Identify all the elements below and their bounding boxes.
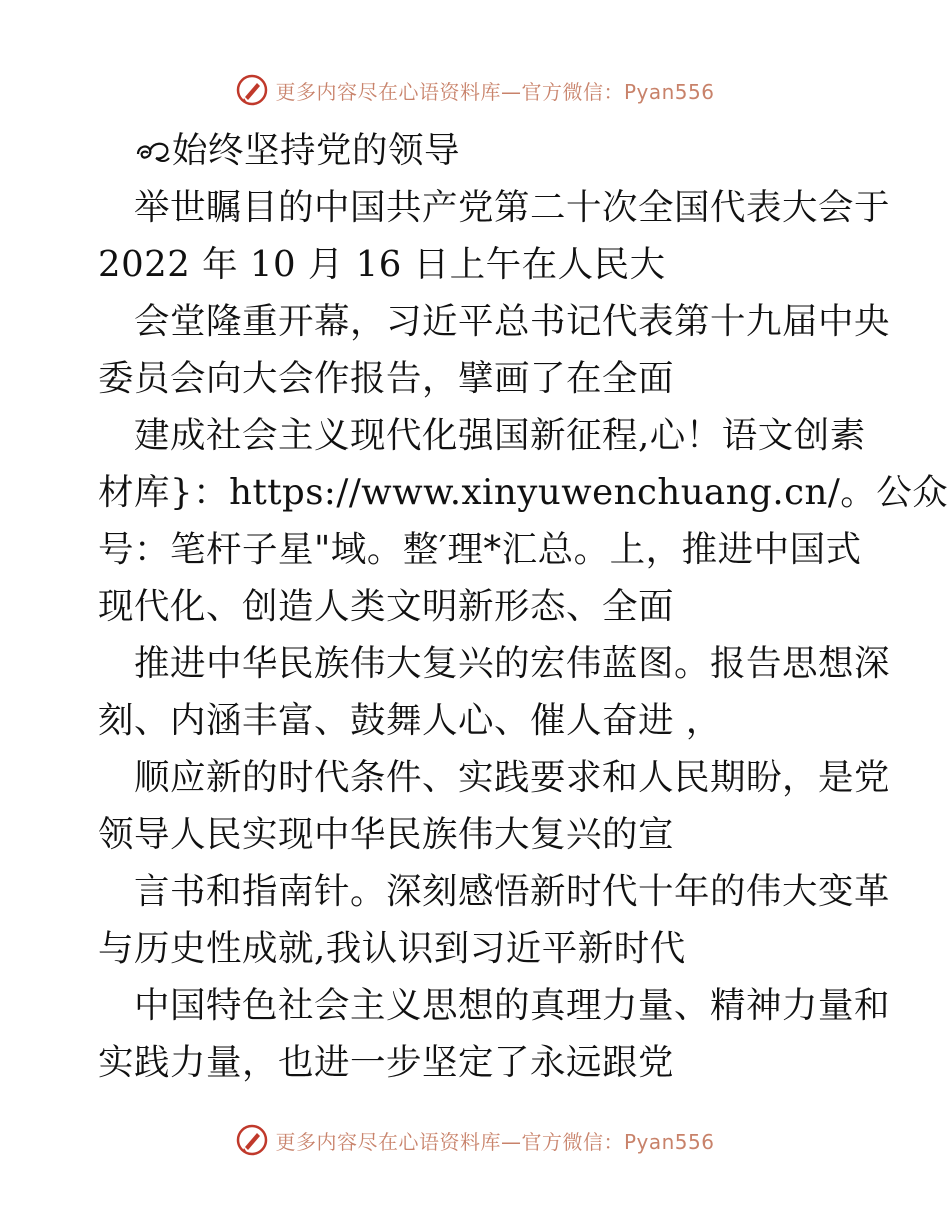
body-line: 现代化、创造人类文明新形态、全面 [98, 586, 675, 627]
document-body [98, 122, 949, 1091]
body-line: 材库}：https://www.xinyuwenchuang.cn/。公众 [98, 472, 949, 513]
body-line: 建成社会主义现代化强国新征程,心！语文创素 [134, 415, 866, 456]
body-line: 会堂隆重开幕，习近平总书记代表第十九届中央 [134, 301, 891, 342]
pen-logo-icon [235, 73, 269, 107]
heading-text: 始终坚持党的领导 [172, 130, 461, 171]
body-line: 举世瞩目的中国共产党第二十次全国代表大会于 [134, 187, 891, 228]
body-line: 刻、内涵丰富、鼓舞人心、催人奋进 ， [98, 700, 722, 741]
footer-banner-text: 更多内容尽在心语资料库—官方微信：Pyan556 [275, 1129, 715, 1154]
pen-logo-icon [235, 1123, 269, 1157]
body-line: 推进中华民族伟大复兴的宏伟蓝图。报告思想深 [134, 643, 891, 684]
body-line: 委员会向大会作报告，擘画了在全面 [98, 358, 675, 399]
document-heading [98, 122, 858, 179]
header-banner [0, 70, 950, 110]
body-line: 2022 年 10 月 16 日上午在人民大 [98, 244, 666, 285]
body-line: 领导人民实现中华民族伟大复兴的宣 [98, 814, 675, 855]
flourish-icon [134, 136, 172, 166]
header-banner-text: 更多内容尽在心语资料库—官方微信：Pyan556 [275, 79, 715, 104]
footer-banner [0, 1120, 950, 1160]
body-line: 言书和指南针。深刻感悟新时代十年的伟大变革 [134, 871, 891, 912]
body-line: 号：笔杆子星"域。整′理*汇总。上，推进中国式 [98, 529, 862, 570]
body-line: 顺应新的时代条件、实践要求和人民期盼，是党 [134, 757, 891, 798]
body-line: 中国特色社会主义思想的真理力量、精神力量和 [134, 985, 891, 1026]
body-line: 与历史性成就,我认识到习近平新时代 [98, 928, 686, 969]
body-line: 实践力量，也进一步坚定了永远跟党 [98, 1042, 675, 1083]
